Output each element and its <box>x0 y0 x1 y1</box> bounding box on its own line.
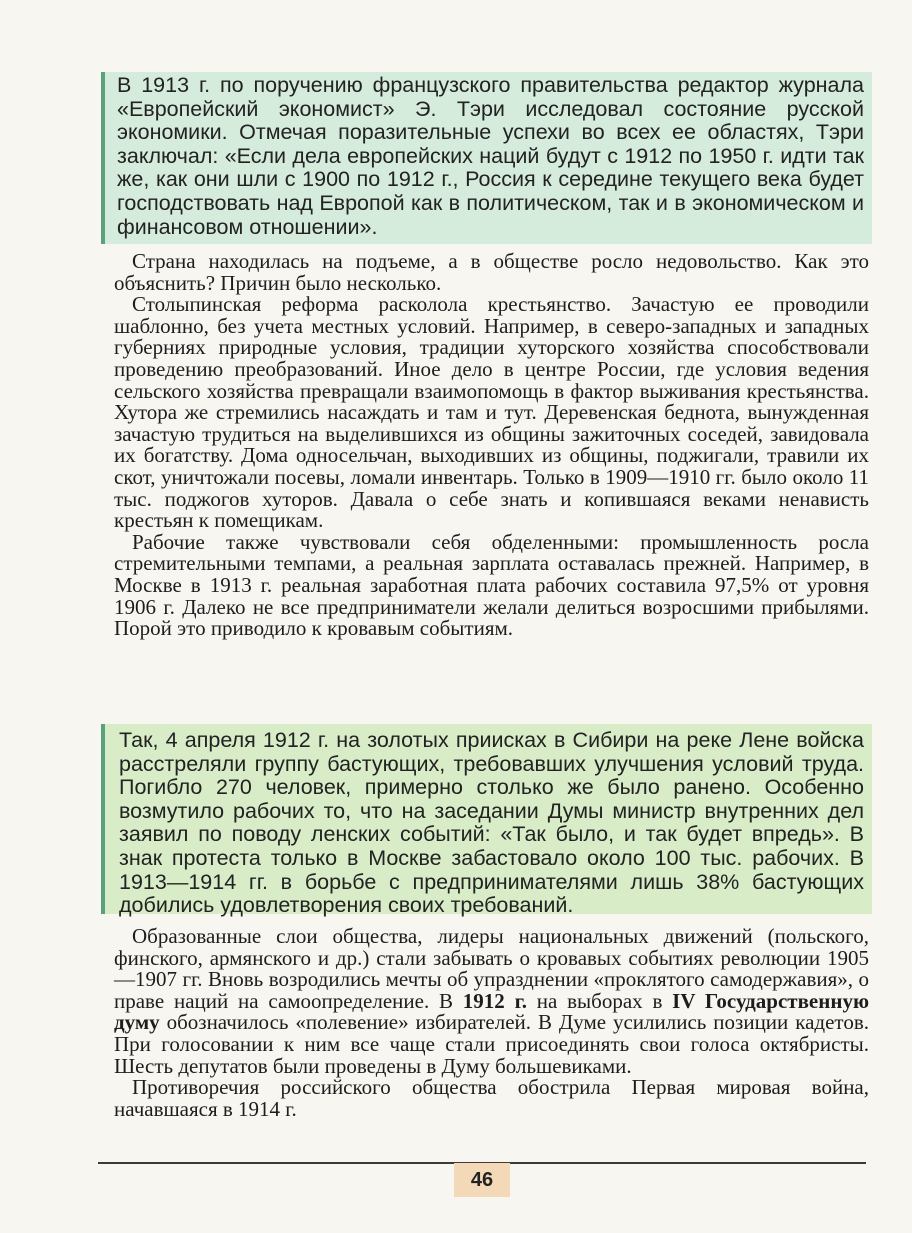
paragraph-world-war: Противоречия российского общества обострила Первая мировая война, начавшаяся в 1914 г. <box>114 1075 869 1121</box>
page-number: 46 <box>454 1163 510 1197</box>
paragraph-workers: Рабочие также чувствовали себя обделенными: промышленность росла стремительными темпами, а реальная зарплата оставалась прежней. Например, в Москве в 1913 г. реальная заработная плата рабочих составила 97,5% от уровня 1906 г. Далеко не все предприниматели желали делиться возросшими прибылями. Порой это приводило к кровавым событиям. <box>114 529 869 641</box>
main-text-section-1 <box>114 251 869 640</box>
paragraph-educated-classes-part3: обозначилось «полевение» избирателей. В Думе усилились позиции кадетов. При голосовании к ним все чаще стали присоединять свои голоса октябристы. Шесть депутатов были проведены в Думу большевиками. <box>114 1010 869 1078</box>
paragraph-discontent: Страна находилась на подъеме, а в обществе росло недовольство. Как это объяснить? Причин было несколько. <box>114 249 869 295</box>
highlight-box-teri <box>101 72 872 244</box>
highlight-box-lena <box>101 724 872 918</box>
paragraph-educated-classes-part1: Образованные слои общества, лидеры национальных движений (польского, финского, армянского и др.) стали забывать о кровавых событиях революции 1905—1907 гг. Вновь возродились мечты об упразднении «проклятого самодержавия», о праве наций на самоопределение. В <box>114 924 869 1013</box>
paragraph-peasantry: Столыпинская реформа расколола крестьянство. Зачастую ее проводили шаблонно, без учета местных условий. Например, в северо-западных и западных губерниях природные условия, традиции хуторского хозяйства способствовали проведению преобразований. Иное дело в центре России, где условия ведения сельского хозяйства превращали взаимопомощь в фактор выживания крестьянства. Хутора же стремились насаждать и там и тут. Деревенская беднота, вынужденная зачастую трудиться на выделившихся из общины зажиточных соседей, завидовала их богатству. Дома односельчан, выходивших из общины, поджигали, травили их скот, уничтожали посевы, ломали инвентарь. Только в 1909—1910 гг. было около 11 тыс. поджогов хуторов. Давала о себе знать и копившаяся веками ненависть крестьян к помещикам. <box>114 292 869 533</box>
highlight-box-lena-text: Так, 4 апреля 1912 г. на золотых приисках в Сибири на реке Лене войска расстреляли группу бастующих, требовавших улучшения условий труда. Погибло 270 человек, примерно столько же было ранено. Особенно возмутило рабочих то, что на заседании Думы министр внутренних дел заявил по поводу ленских событий: «Так было, и так будет впредь». В знак протеста только в Москве забастовало около 100 тыс. рабочих. В 1913—1914 гг. в борьбе с предпринимателями лишь 38% бастующих добились удовлетворения своих требований. <box>119 728 864 918</box>
paragraph-educated-classes <box>114 926 869 1077</box>
bold-year-1912: 1912 г. <box>462 988 527 1013</box>
highlight-box-teri-text: В 1913 г. по поручению французского правительства редактор журнала «Европейский экономист» Э. Тэри исследовал состояние русской экономики. Отмечая поразительные успехи во всех ее областях, Тэри заключал: «Если дела европейских наций будут с 1912 по 1950 г. идти так же, как они шли с 1900 по 1912 г., Россия к середине текущего века будет господствовать над Европой как в политическом, так и в экономическом и финансовом отношении». <box>117 73 864 239</box>
main-text-section-2 <box>114 926 869 1120</box>
bold-fourth-duma: IV Государственную думу <box>114 988 870 1035</box>
paragraph-educated-classes-part2: на выборах в <box>527 988 673 1013</box>
